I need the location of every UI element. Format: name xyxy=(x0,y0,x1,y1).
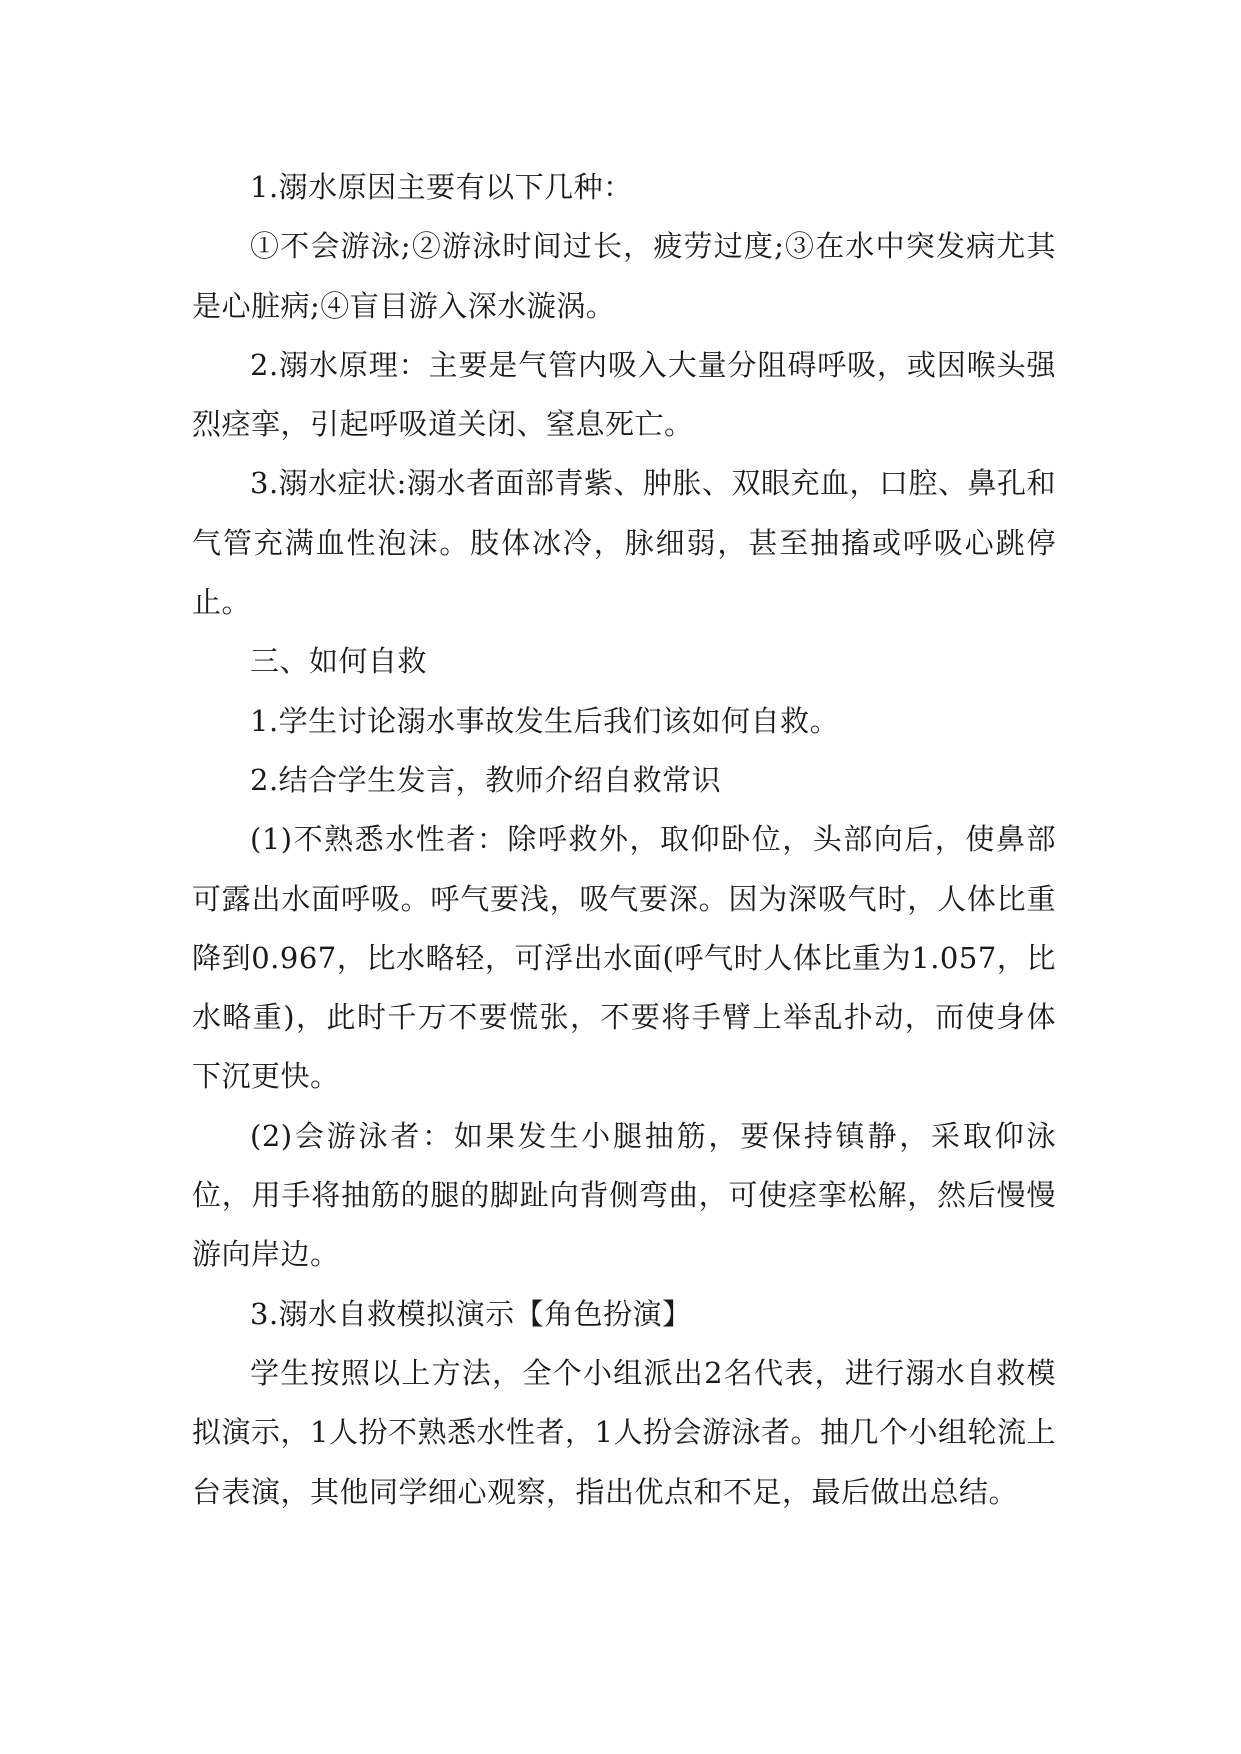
paragraph-swimmer-advice: (2)会游泳者：如果发生小腿抽筋，要保持镇静，采取仰泳位，用手将抽筋的腿的脚趾向背侧弯曲，可使痉挛松解，然后慢慢游向岸边。 xyxy=(192,1118,1056,1272)
paragraph-drowning-causes-heading: 1.溺水原因主要有以下几种： xyxy=(250,170,633,204)
paragraph-student-discussion: 1.学生讨论溺水事故发生后我们该如何自救。 xyxy=(250,703,840,738)
paragraph-role-play-heading: 3.溺水自救模拟演示【角色扮演】 xyxy=(250,1296,692,1331)
section-heading-self-rescue: 三、如何自救 xyxy=(250,644,428,679)
paragraph-drowning-causes-list: ①不会游泳;②游泳时间过长，疲劳过度;③在水中突发病尤其是心脏病;④盲目游入深水漩涡。 xyxy=(192,229,1056,323)
paragraph-role-play-instructions: 学生按照以上方法，全个小组派出2名代表，进行溺水自救模拟演示，1人扮不熟悉水性者，1人扮会游泳者。抽几个小组轮流上台表演，其他同学细心观察，指出优点和不足，最后做出总结。 xyxy=(192,1355,1056,1509)
paragraph-drowning-symptoms: 3.溺水症状:溺水者面部青紫、肿胀、双眼充血，口腔、鼻孔和气管充满血性泡沫。肢体冰冷，脉细弱，甚至抽搐或呼吸心跳停止。 xyxy=(192,466,1056,620)
paragraph-teacher-introduction: 2.结合学生发言，教师介绍自救常识 xyxy=(250,762,722,797)
paragraph-non-swimmer-advice: (1)不熟悉水性者：除呼救外，取仰卧位，头部向后，使鼻部可露出水面呼吸。呼气要浅，吸气要深。因为深吸气时，人体比重降到0.967，比水略轻，可浮出水面(呼气时人体比重为1.057，比水略重)，此时千万不要慌张，不要将手臂上举乱扑动，而使身体下沉更快。 xyxy=(192,822,1056,1094)
paragraph-drowning-principle: 2.溺水原理：主要是气管内吸入大量分阻碍呼吸，或因喉头强烈痉挛，引起呼吸道关闭、窒息死亡。 xyxy=(192,347,1056,442)
document-body xyxy=(192,158,1056,1522)
